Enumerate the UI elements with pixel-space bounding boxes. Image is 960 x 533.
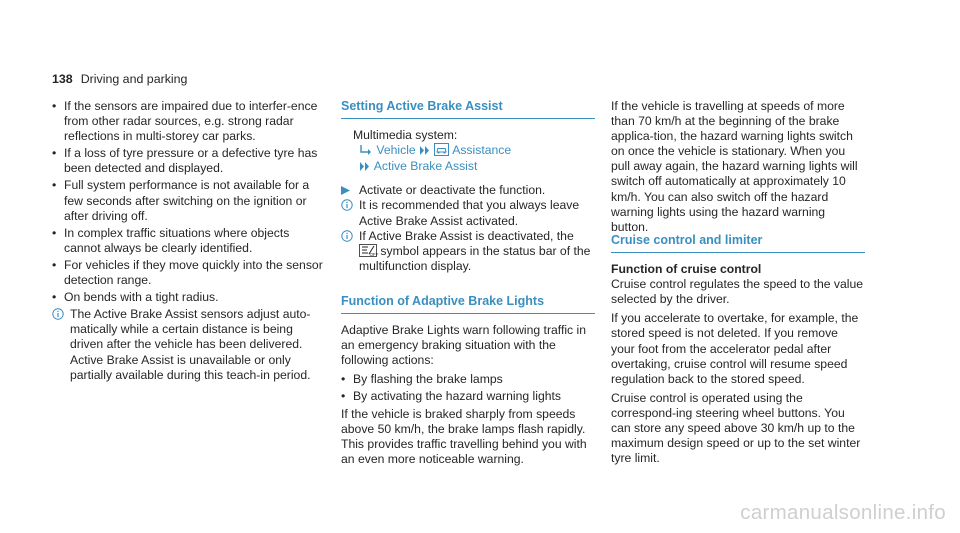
page-header xyxy=(52,72,187,86)
subheading: Function of cruise control xyxy=(611,262,762,277)
action-text: Activate or deactivate the function. xyxy=(359,183,546,198)
paragraph: If the vehicle is braked sharply from speeds above 50 km/h, the brake lamps flash rapidly. This provides traffic travelling behind you with an even more noticeable warning. xyxy=(341,406,587,466)
menu-arrow-icon xyxy=(359,144,373,156)
column-middle xyxy=(341,99,595,471)
note-text: The Active Brake Assist sensors adjust auto-matically while a certain distance is being driven after the vehicle has been delivered. Active Brake Assist is unavailable or only partially available during this teach-in period. xyxy=(70,307,311,382)
double-chevron-icon xyxy=(359,161,371,172)
watermark: carmanualsonline.info xyxy=(740,501,946,524)
list-item: • Full system performance is not available for a few seconds after switching on the ignition or after driving off. xyxy=(52,178,328,223)
column-right-lower xyxy=(611,233,865,470)
list-item: • On bends with a tight radius. xyxy=(52,290,328,305)
list-item: • If the sensors are impaired due to interfer-ence from other radar sources, e.g. strong radar reflections in multi-storey car parks. xyxy=(52,99,328,144)
note-text: It is recommended that you always leave Active Brake Assist activated. xyxy=(359,198,580,228)
section-heading-function: Function of Adaptive Brake Lights xyxy=(341,294,595,314)
paragraph: Cruise control is operated using the correspond-ing steering wheel buttons. You can store any speed above 30 km/h up to the maximum design speed or up to the set winter tyre limit. xyxy=(611,390,861,466)
note xyxy=(341,229,595,274)
action-step xyxy=(341,183,595,198)
paragraph: If the vehicle is travelling at speeds of more than 70 km/h at the beginning of the brake applica-tion, the hazard warning lights switch on once the vehicle is stationary. When you pull away again, the hazard warning lights will switch off automatically at approximately 10 km/h. You can also switch off the hazard warning lights using the hazard warning button. xyxy=(611,99,858,234)
menu-path-line1 xyxy=(341,143,595,158)
note xyxy=(341,198,595,228)
info-icon xyxy=(341,199,353,211)
list-item: • In complex traffic situations where objects cannot always be clearly identified. xyxy=(52,226,328,256)
page-number: 138 xyxy=(52,72,73,86)
note-text-prefix: If Active Brake Assist is deactivated, the xyxy=(359,228,574,243)
header-title: Driving and parking xyxy=(80,72,188,86)
paragraph: Cruise control regulates the speed to the value selected by the driver. xyxy=(611,277,864,307)
action-arrow-icon xyxy=(341,186,350,195)
menu-vehicle: Vehicle xyxy=(376,143,416,158)
paragraph: Adaptive Brake Lights warn following traffic in an emergency braking situation with the following actions: xyxy=(341,323,587,368)
svg-text:OFF: OFF xyxy=(369,251,379,257)
info-icon xyxy=(52,308,64,320)
list-item: • If a loss of tyre pressure or a defective tyre has been detected and displayed. xyxy=(52,146,328,176)
multimedia-label: Multimedia system: xyxy=(353,128,458,143)
note-text-suffix: symbol appears in the status bar of the multifunction display. xyxy=(359,243,591,273)
column-right xyxy=(611,99,865,239)
section-heading-setting: Setting Active Brake Assist xyxy=(341,99,595,119)
brake-assist-off-icon xyxy=(359,244,377,257)
section-heading-cruise: Cruise control and limiter xyxy=(611,233,865,253)
info-icon xyxy=(341,230,353,242)
list-item: • For vehicles if they move quickly into the sensor detection range. xyxy=(52,258,328,288)
menu-active-brake-assist: Active Brake Assist xyxy=(373,159,478,174)
note xyxy=(52,307,328,382)
list-item: • By flashing the brake lamps xyxy=(341,372,595,387)
car-assistance-icon xyxy=(434,143,449,156)
double-chevron-icon xyxy=(419,145,431,156)
menu-assistance: Assistance xyxy=(452,143,512,158)
menu-path-line2 xyxy=(341,159,595,174)
column-left xyxy=(52,99,328,383)
list-item: • By activating the hazard warning lights xyxy=(341,389,595,404)
paragraph: If you accelerate to overtake, for example, the stored speed is not deleted. If you remove your foot from the accelerator pedal after overtaking, cruise control will resume speed regulation back to the stored speed. xyxy=(611,311,859,386)
